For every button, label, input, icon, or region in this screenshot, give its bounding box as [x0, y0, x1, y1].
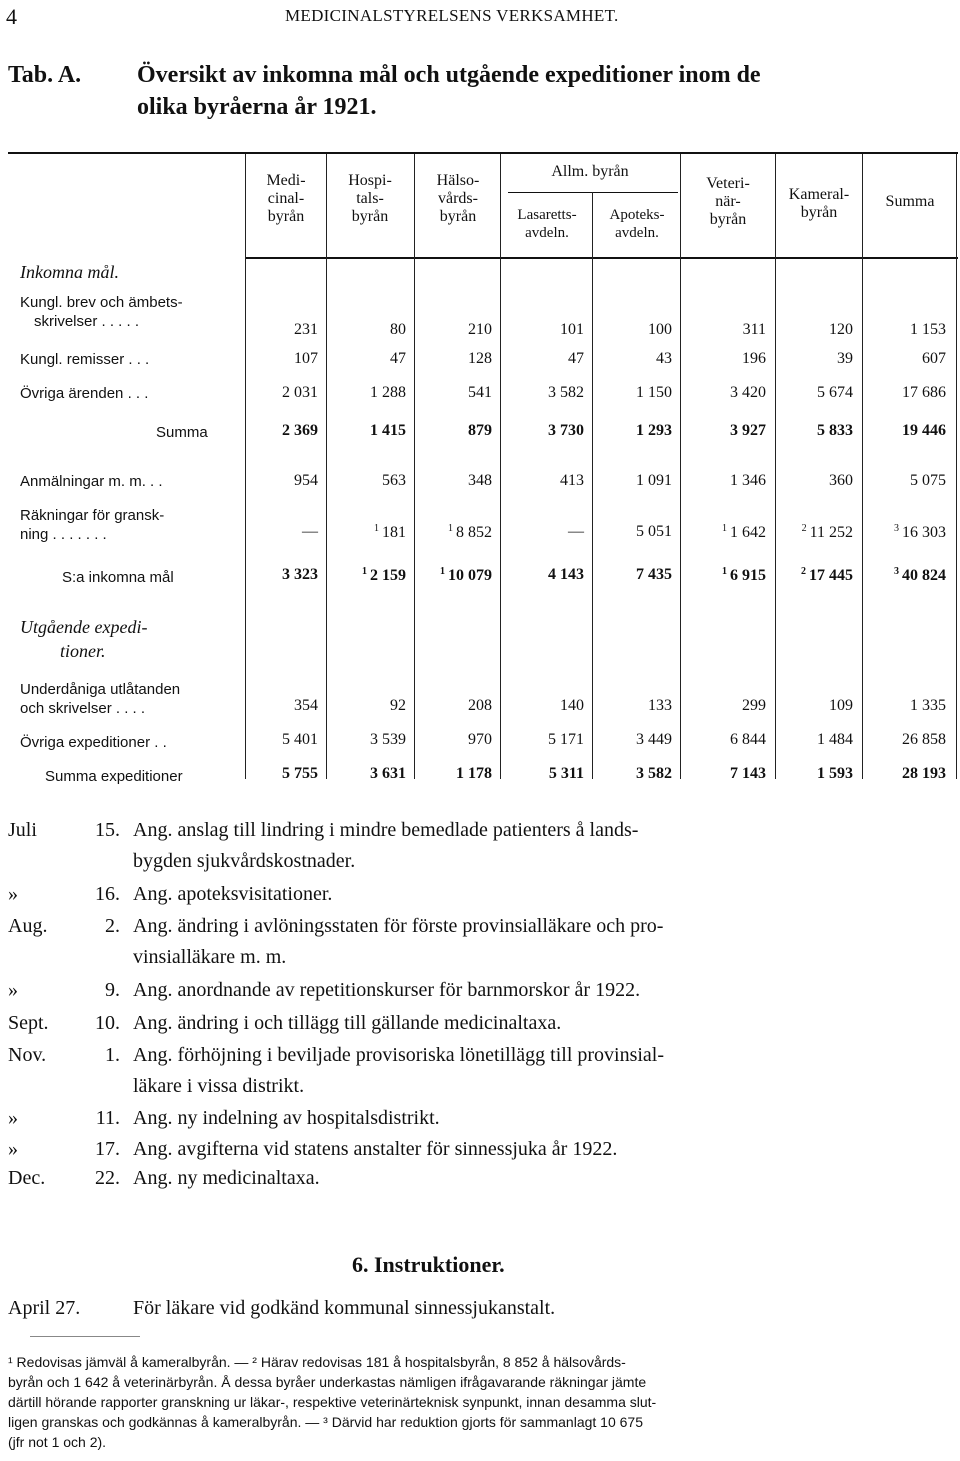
event-day: 11. — [95, 1107, 120, 1129]
col-rule — [862, 154, 863, 779]
table-cell: 5 171 — [548, 731, 584, 748]
table-cell: 607 — [922, 350, 946, 367]
table-cell: 2 031 — [282, 384, 318, 401]
table-cell: 100 — [648, 321, 672, 338]
table-cell: 954 — [294, 472, 318, 489]
section6-text: För läkare vid godkänd kommunal sinnessjukanstalt. — [133, 1297, 556, 1319]
table-cell: 133 — [648, 697, 672, 714]
event-text-continued: vinsialläkare m. m. — [133, 946, 287, 968]
table-cell: 80 — [390, 321, 406, 338]
table-cell: $^1$ 8 852 — [448, 523, 492, 541]
event-day: 1. — [105, 1044, 120, 1066]
row-label-anmalningar: Anmälningar m. m. . . — [20, 473, 163, 490]
table-cell: 39 — [837, 350, 853, 367]
footnote-line: byrån och 1 642 å veterinärbyrån. Å dessa byråer underkastas nämligen ifrågavarande räkningar jämte — [8, 1374, 647, 1390]
table-cell: 3 927 — [730, 422, 766, 439]
event-month: Dec. — [8, 1167, 46, 1189]
event-text: Ang. förhöjning i beviljade provisoriska lönetillägg till provinsial- — [133, 1044, 665, 1066]
table-cell: 43 — [656, 350, 672, 367]
table-cell: 101 — [560, 321, 584, 338]
table-cell: 208 — [468, 697, 492, 714]
footnote-marker: 1 — [374, 523, 379, 534]
row-label-kungl-remisser: Kungl. remisser . . . — [20, 351, 150, 368]
table-cell: 5 674 — [817, 384, 853, 401]
event-month: Sept. — [8, 1012, 49, 1034]
table-cell: 311 — [742, 321, 766, 338]
table-cell: 5 075 — [910, 472, 946, 489]
col-header-hospitals: Hospi- tals- byrån — [348, 172, 392, 225]
table-cell: 563 — [382, 472, 406, 489]
table-cell: 128 — [468, 350, 492, 367]
col-rule — [680, 154, 681, 779]
event-text: Ang. ändring i och tillägg till gällande medicinaltaxa. — [133, 1012, 562, 1034]
table-top-rule — [8, 152, 958, 154]
table-cell: 1 153 — [910, 321, 946, 338]
row-label-ovriga-arenden: Övriga ärenden . . . — [20, 385, 149, 402]
event-text-continued: läkare i vissa distrikt. — [133, 1075, 305, 1097]
table-cell: 1 091 — [636, 472, 672, 489]
col-rule — [245, 154, 246, 779]
event-day: 15. — [95, 819, 120, 841]
row-label-sa-inkomna: S:a inkomna mål — [62, 569, 174, 586]
table-cell: 5 833 — [817, 422, 853, 439]
table-cell: 47 — [390, 350, 406, 367]
footnote-marker: 1 — [448, 523, 453, 534]
event-month: » — [8, 1138, 18, 1160]
row-label-kungl-brev: Kungl. brev och ämbets- skrivelser . . . . . — [20, 294, 183, 330]
footnote-marker: 3 — [894, 523, 899, 534]
table-cell: 4 143 — [548, 566, 584, 583]
table-cell: 109 — [829, 697, 853, 714]
running-title: MEDICINALSTYRELSENS VERKSAMHET. — [285, 6, 619, 25]
table-cell: 26 858 — [902, 731, 946, 748]
table-cell: 3 582 — [548, 384, 584, 401]
event-day: 2. — [105, 915, 120, 937]
table-cell: 3 631 — [370, 765, 406, 782]
table-cell: 5 401 — [282, 731, 318, 748]
table-cell: 3 539 — [370, 731, 406, 748]
section-utgaende: Utgående expedi- tioner. — [20, 617, 148, 661]
row-label-rakningar: Räkningar för gransk- ning . . . . . . . — [20, 507, 165, 543]
col-rule — [956, 154, 957, 779]
table-cell: 1 415 — [370, 422, 406, 439]
table-cell: 1 293 — [636, 422, 672, 439]
section-inkomna-mal: Inkomna mål. — [20, 262, 119, 282]
table-cell: 3 582 — [636, 765, 672, 782]
event-day: 10. — [95, 1012, 120, 1034]
footnote-marker: 1 — [440, 566, 445, 577]
col-header-lasarett: Lasaretts- avdeln. — [517, 207, 577, 241]
event-text-continued: bygden sjukvårdskostnader. — [133, 850, 356, 872]
section6-date: April 27. — [8, 1297, 81, 1319]
table-cell: 1 484 — [817, 731, 853, 748]
table-cell: 7 435 — [636, 566, 672, 583]
footnote-rule — [30, 1336, 140, 1337]
footnote-line: (jfr not 1 och 2). — [8, 1434, 107, 1450]
col-header-allm: Allm. byrån — [551, 163, 629, 180]
event-text: Ang. anslag till lindring i mindre bemedlade patienters å lands- — [133, 819, 639, 841]
col-header-apoteks: Apoteks- avdeln. — [609, 207, 665, 241]
footnote-marker: 1 — [362, 566, 367, 577]
event-day: 9. — [105, 979, 120, 1001]
table-cell: 28 193 — [902, 765, 946, 782]
footnote-line: ligen granskas och godkännas å kameralbyrån. — ³ Därvid har reduktion gjorts för sammanlagt 10 675 — [8, 1414, 643, 1430]
event-text: Ang. ändring i avlöningsstaten för förste provinsialläkare och pro- — [133, 915, 664, 937]
row-label-summa-expeditioner: Summa expeditioner — [45, 768, 183, 785]
table-cell: $^1$ 181 — [374, 523, 406, 541]
row-label-ovriga-expeditioner: Övriga expeditioner . . — [20, 734, 167, 751]
table-cell: 2 369 — [282, 422, 318, 439]
event-day: 16. — [95, 883, 120, 905]
footnotes — [8, 1352, 656, 1452]
table-cell: 7 143 — [730, 765, 766, 782]
event-month: » — [8, 883, 18, 905]
row-label-underdaniga: Underdåniga utlåtanden och skrivelser . . . . — [20, 681, 181, 717]
footnote-line: ¹ Redovisas jämväl å kameralbyrån. — ² Härav redovisas 181 å hospitalsbyrån, 8 852 å hälsovårds- — [8, 1354, 626, 1370]
footnote-marker: 2 — [801, 523, 807, 534]
table-cell: 92 — [390, 697, 406, 714]
event-month: Nov. — [8, 1044, 47, 1066]
footnote-line: därtill hörande rapporter granskning ur läkar-, respektive veterinärteknisk synpunkt, innan desamma slut- — [8, 1394, 657, 1410]
event-text: Ang. avgifterna vid statens anstalter för sinnessjuka år 1922. — [133, 1138, 618, 1160]
table-cell: 3 420 — [730, 384, 766, 401]
table-cell: 1 150 — [636, 384, 672, 401]
table-cell: 3 449 — [636, 731, 672, 748]
table-cell: 140 — [560, 697, 584, 714]
col-header-veterinar: Veteri- när- byrån — [706, 175, 750, 228]
table-cell: $^3$ 40 824 — [894, 566, 946, 584]
event-text: Ang. apoteksvisitationer. — [133, 883, 333, 905]
table-cell: — — [568, 523, 584, 540]
page-number: 4 — [6, 4, 17, 29]
table-cell: $^2$ 11 252 — [801, 523, 853, 541]
table-cell: $^1$ 10 079 — [440, 566, 492, 584]
table-cell: 6 844 — [730, 731, 766, 748]
col-header-medicinal: Medi- cinal- byrån — [266, 172, 306, 225]
footnote-marker: 2 — [801, 566, 806, 577]
event-month: Juli — [8, 819, 37, 841]
table-cell: 107 — [294, 350, 318, 367]
footnote-marker: 1 — [722, 566, 727, 577]
table-cell: 5 051 — [636, 523, 672, 540]
table-cell: 541 — [468, 384, 492, 401]
table-title-line1: Översikt av inkomna mål och utgående expeditioner inom de — [137, 62, 761, 88]
event-month: » — [8, 1107, 18, 1129]
event-text: Ang. anordnande av repetitionskurser för barnmorskor år 1922. — [133, 979, 641, 1001]
table-cell: 196 — [742, 350, 766, 367]
table-cell: $^3$ 16 303 — [894, 523, 946, 541]
footnote-marker: 1 — [722, 523, 727, 534]
table-label: Tab. A. — [8, 62, 82, 88]
event-month: » — [8, 979, 18, 1001]
table-cell: 17 686 — [902, 384, 946, 401]
table-cell: 354 — [294, 697, 318, 714]
table-cell: 120 — [829, 321, 853, 338]
table-cell: 1 346 — [730, 472, 766, 489]
col-header-summa: Summa — [885, 193, 935, 210]
col-rule — [326, 154, 327, 779]
table-cell: 210 — [468, 321, 492, 338]
table-cell: 413 — [560, 472, 584, 489]
table-cell: 879 — [468, 422, 492, 439]
table-cell: 3 730 — [548, 422, 584, 439]
table-cell: 360 — [829, 472, 853, 489]
table-cell: 348 — [468, 472, 492, 489]
event-day: 17. — [95, 1138, 120, 1160]
table-cell: $^1$ 6 915 — [722, 566, 766, 584]
col-rule — [775, 154, 776, 779]
allm-subrule — [508, 192, 678, 193]
table-header-rule — [245, 257, 958, 259]
table-cell: 1 335 — [910, 697, 946, 714]
col-header-halso: Hälso- vårds- byrån — [436, 172, 480, 225]
table-cell: 5 311 — [548, 765, 584, 782]
table-cell: 970 — [468, 731, 492, 748]
col-rule — [500, 154, 501, 779]
table-cell: — — [302, 523, 318, 540]
table-cell: $^2$ 17 445 — [801, 566, 853, 584]
table-cell: 5 755 — [282, 765, 318, 782]
event-text: Ang. ny indelning av hospitalsdistrikt. — [133, 1107, 440, 1129]
table-cell: 1 178 — [456, 765, 492, 782]
row-label-summa: Summa — [156, 424, 208, 441]
event-month: Aug. — [8, 915, 48, 937]
table-title-line2: olika byråerna år 1921. — [137, 94, 377, 120]
table-cell: 3 323 — [282, 566, 318, 583]
table-cell: 1 288 — [370, 384, 406, 401]
table-cell: $^1$ 1 642 — [722, 523, 766, 541]
table-cell: 19 446 — [902, 422, 946, 439]
table-cell: 47 — [568, 350, 584, 367]
footnote-marker: 3 — [894, 566, 899, 577]
table-cell: 299 — [742, 697, 766, 714]
table-cell: 231 — [294, 321, 318, 338]
col-header-kameral: Kameral- byrån — [788, 186, 850, 221]
section6-heading: 6. Instruktioner. — [352, 1252, 505, 1277]
col-rule — [414, 154, 415, 779]
event-text: Ang. ny medicinaltaxa. — [133, 1167, 320, 1189]
table-cell: 1 593 — [817, 765, 853, 782]
event-day: 22. — [95, 1167, 120, 1189]
table-cell: $^1$ 2 159 — [362, 566, 406, 584]
